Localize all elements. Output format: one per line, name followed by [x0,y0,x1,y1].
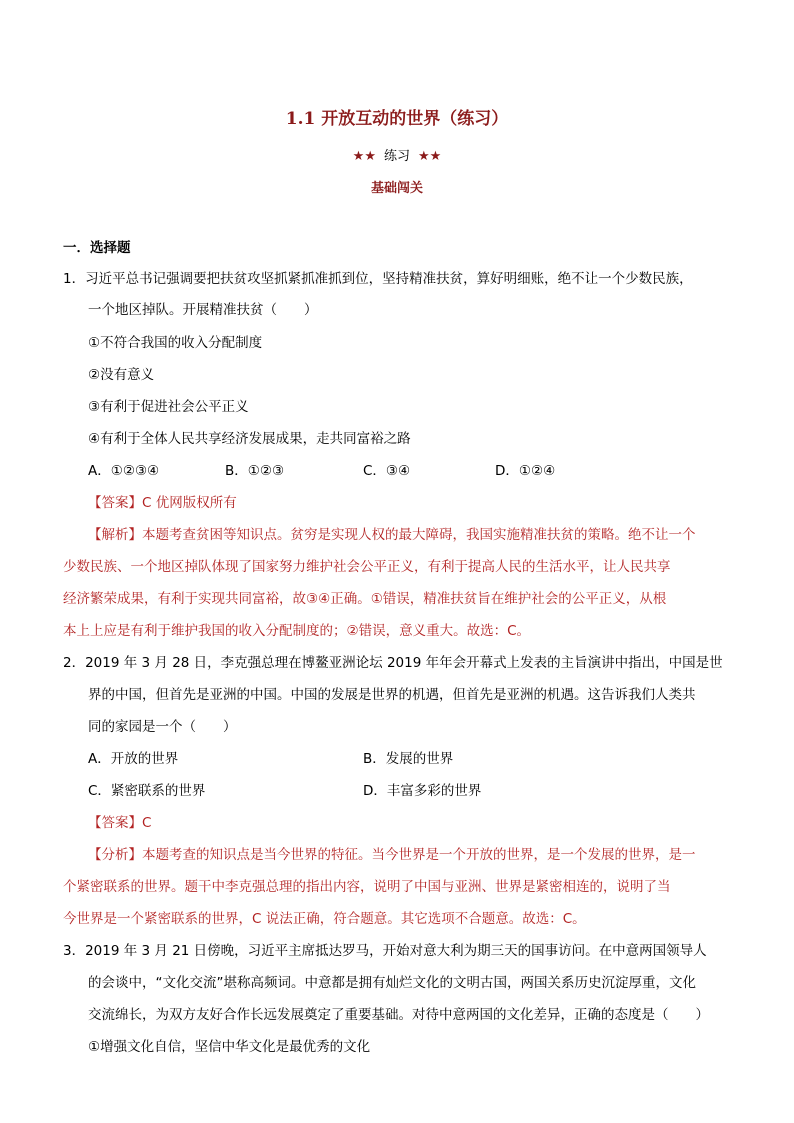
q2-option-c: C．紧密联系的世界 [88,783,206,799]
q1-item-1: ①不符合我国的收入分配制度 [88,335,263,351]
q1-analysis-line-2: 少数民族、一个地区掉队体现了国家努力维护社会公平正义，有利于提高人民的生活水平，让人民共享 [63,559,671,575]
q1-option-a: A．①②③④ [88,463,160,479]
q1-analysis-line-3: 经济繁荣成果，有利于实现共同富裕，故③④正确。①错误，精准扶贫旨在维护社会的公平正义，从根 [63,591,667,607]
q1-answer [88,494,237,512]
q2-analysis-line-3: 今世界是一个紧密联系的世界，C 说法正确，符合题意。其它选项不合题意。故选：C。 [63,911,586,927]
answer-label: 【答案】 [88,815,142,831]
q1-line-2: 一个地区掉队。开展精准扶贫（ ） [88,302,318,318]
q3-line-3: 交流绵长，为双方友好合作长远发展奠定了重要基础。对待中意两国的文化差异，正确的态度是（ ） [88,1007,709,1023]
q3-line-1: 3．2019 年 3 月 21 日傍晚，习近平主席抵达罗马，开始对意大利为期三天的国事访问。在中意两国领导人 [63,943,707,959]
part-heading: 一．选择题 [63,240,131,256]
q1-option-c: C．③④ [363,463,411,479]
q3-line-2: 的会谈中，“文化交流”堪称高频词。中意都是拥有灿烂文化的文明古国，两国关系历史沉淀厚重，文化 [88,975,696,991]
q2-option-d: D．丰富多彩的世界 [363,783,482,799]
q2-line-1: 2．2019 年 3 月 28 日，李克强总理在博鳌亚洲论坛 2019 年年会开幕式上发表的主旨演讲中指出，中国是世 [63,655,723,671]
answer-label: 【答案】 [88,495,142,511]
q2-analysis-line-2: 个紧密联系的世界。题干中李克强总理的指出内容，说明了中国与亚洲、世界是紧密相连的，说明了当 [63,879,671,895]
q2-option-b: B．发展的世界 [363,751,454,767]
q1-item-2: ②没有意义 [88,367,155,383]
page-title: 1.1 开放互动的世界（练习） [285,109,509,129]
subtitle-text: 练习 [383,149,410,164]
stars-left: ★★ [352,149,376,164]
analysis-text: 本题考查贫困等知识点。贫穷是实现人权的最大障碍，我国实施精准扶贫的策略。绝不让一个 [142,527,696,543]
q2-answer [88,814,151,832]
q2-option-a: A．开放的世界 [88,751,179,767]
answer-value: C 优网版权所有 [142,495,237,511]
q1-item-4: ④有利于全体人民共享经济发展成果，走共同富裕之路 [88,431,411,447]
q1-option-b: B．①②③ [225,463,285,479]
q1-line-1: 1．习近平总书记强调要把扶贫攻坚抓紧抓准抓到位，坚持精准扶贫，算好明细账，绝不让一个少数民族， [63,271,693,287]
analysis-label: 【解析】 [88,527,142,543]
analysis-label: 【分析】 [88,847,142,863]
q1-analysis-line-4: 本上上应是有利于维护我国的收入分配制度的；②错误，意义重大。故选：C。 [63,623,531,639]
q1-option-d: D．①②④ [495,463,556,479]
answer-value: C [142,815,152,831]
q2-line-3: 同的家园是一个（ ） [88,719,237,735]
q2-analysis-line-1 [88,846,696,864]
q1-analysis-line-1 [88,526,696,544]
q1-item-3: ③有利于促进社会公平正义 [88,399,249,415]
difficulty-subtitle [0,145,794,164]
q2-line-2: 界的中国，但首先是亚洲的中国。中国的发展是世界的机遇，但首先是亚洲的机遇。这告诉我们人类共 [88,687,696,703]
section-heading: 基础闯关 [370,181,423,196]
q3-item-1: ①增强文化自信，坚信中华文化是最优秀的文化 [88,1039,371,1055]
stars-right: ★★ [418,149,442,164]
analysis-text: 本题考查的知识点是当今世界的特征。当今世界是一个开放的世界，是一个发展的世界，是一 [142,847,696,863]
